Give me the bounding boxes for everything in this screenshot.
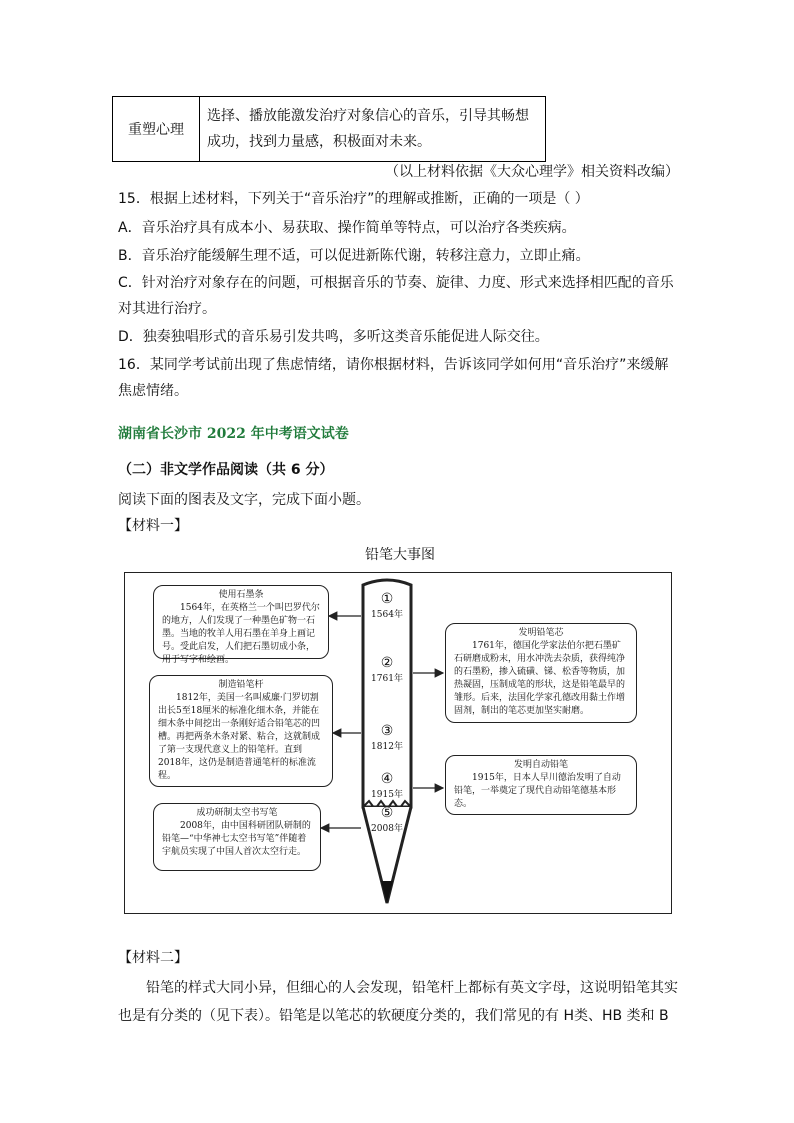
q15-option-d: D．独奏独唱形式的音乐易引发共鸣，多听这类音乐能促进人际交往。 — [118, 329, 549, 345]
therapy-table — [112, 96, 546, 162]
note-1812 — [149, 675, 333, 787]
q16-line2: 焦虑情绪。 — [118, 383, 188, 399]
note-1812-body: 1812年，美国一名叫威廉·门罗切割出长5至18厘米的标准化细木条，并能在细木条中间挖出一条刚好适合铅笔芯的凹槽。再把两条木条对紧、粘合，这就制成了第一支现代意义上的铅笔杆。直到2018年，这仍是制造普通笔杆的标准流程。 — [158, 693, 321, 781]
marker-2008: ⑤ 2008年 — [371, 805, 403, 834]
q15-option-c-line1: C．针对治疗对象存在的问题，可根据音乐的节奏、旋律、力度、形式来选择相匹配的音乐 — [118, 275, 674, 291]
note-1761-title: 发明铅笔芯 — [518, 628, 564, 638]
instruction: 阅读下面的图表及文字，完成下面小题。 — [118, 492, 370, 508]
note-2008-title: 成功研制太空书写笔 — [196, 808, 278, 818]
pencil-timeline-figure — [124, 572, 672, 914]
figure-title: 铅笔大事图 — [365, 547, 435, 563]
material2-line2: 也是有分类的（见下表）。铅笔是以笔芯的软硬度分类的，我们常见的有 H类、HB 类和 B — [118, 1008, 669, 1024]
note-2008-body: 2008年，由中国科研团队研制的铅笔—“中华神七太空书写笔”伴随着宇航员实现了中国人首次太空行走。 — [162, 821, 311, 857]
material2-label: 【材料二】 — [118, 950, 188, 966]
material2-line1: 铅笔的样式大同小异，但细心的人会发现，铅笔杆上都标有英文字母，这说明铅笔其实 — [146, 980, 678, 996]
table-row-text: 选择、播放能激发治疗对象信心的音乐，引导其畅想成功，找到力量感，积极面对未来。 — [207, 108, 529, 150]
marker-1761: ② 1761年 — [371, 655, 403, 684]
note-1564-body: 1564年，在英格兰一个叫巴罗代尔的地方，人们发现了一种墨色矿物一石墨。当地的牧羊人用石墨在羊身上画记号。受此启发，人们把石墨切成小条，用于写字和绘画。 — [162, 603, 320, 665]
source-note: （以上材料依据《大众心理学》相关资料改编） — [385, 164, 679, 180]
table-row-label: 重塑心理 — [113, 97, 200, 161]
section-title: （二）非文学作品阅读（共 6 分） — [118, 462, 334, 478]
marker-1564: ① 1564年 — [371, 591, 403, 620]
material1-label: 【材料一】 — [118, 518, 188, 534]
section-source: 湖南省长沙市 2022 年中考语文试卷 — [118, 426, 349, 442]
marker-1915: ④ 1915年 — [371, 771, 403, 800]
marker-1812: ③ 1812年 — [371, 723, 403, 752]
note-1915-body: 1915年，日本人早川德治发明了自动铅笔，一举奠定了现代自动铅笔德基本形态。 — [454, 773, 621, 809]
q15-option-b: B．音乐治疗能缓解生理不适，可以促进新陈代谢，转移注意力，立即止痛。 — [118, 248, 590, 264]
note-1915-title: 发明自动铅笔 — [513, 760, 568, 770]
q15-option-a: A．音乐治疗具有成本小、易获取、操作简单等特点，可以治疗各类疾病。 — [118, 220, 576, 236]
note-1564-title: 使用石墨条 — [218, 590, 264, 600]
note-1812-title: 制造铅笔杆 — [218, 680, 264, 690]
note-1915 — [445, 755, 637, 815]
q15-option-c-line2: 对其进行治疗。 — [118, 301, 216, 317]
note-1564 — [153, 585, 329, 665]
q16-line1: 16．某同学考试前出现了焦虑情绪，请你根据材料，告诉该同学如何用“音乐治疗”来缓解 — [118, 357, 669, 373]
note-2008 — [153, 803, 321, 871]
note-1761-body: 1761年，德国化学家法伯尔把石墨矿石研磨成粉末，用水冲洗去杂质，获得纯净的石墨粉，掺入硫磺、锑、松香等物质，加热凝固，压制成笔的形状，这是铅笔最早的雏形。后来，法国化学家孔德改用黏土作增固剂，制出的笔芯更加坚实耐磨。 — [454, 641, 626, 716]
q15-stem: 15．根据上述材料，下列关于“音乐治疗”的理解或推断，正确的一项是（ ） — [118, 191, 589, 207]
note-1761 — [445, 623, 637, 723]
